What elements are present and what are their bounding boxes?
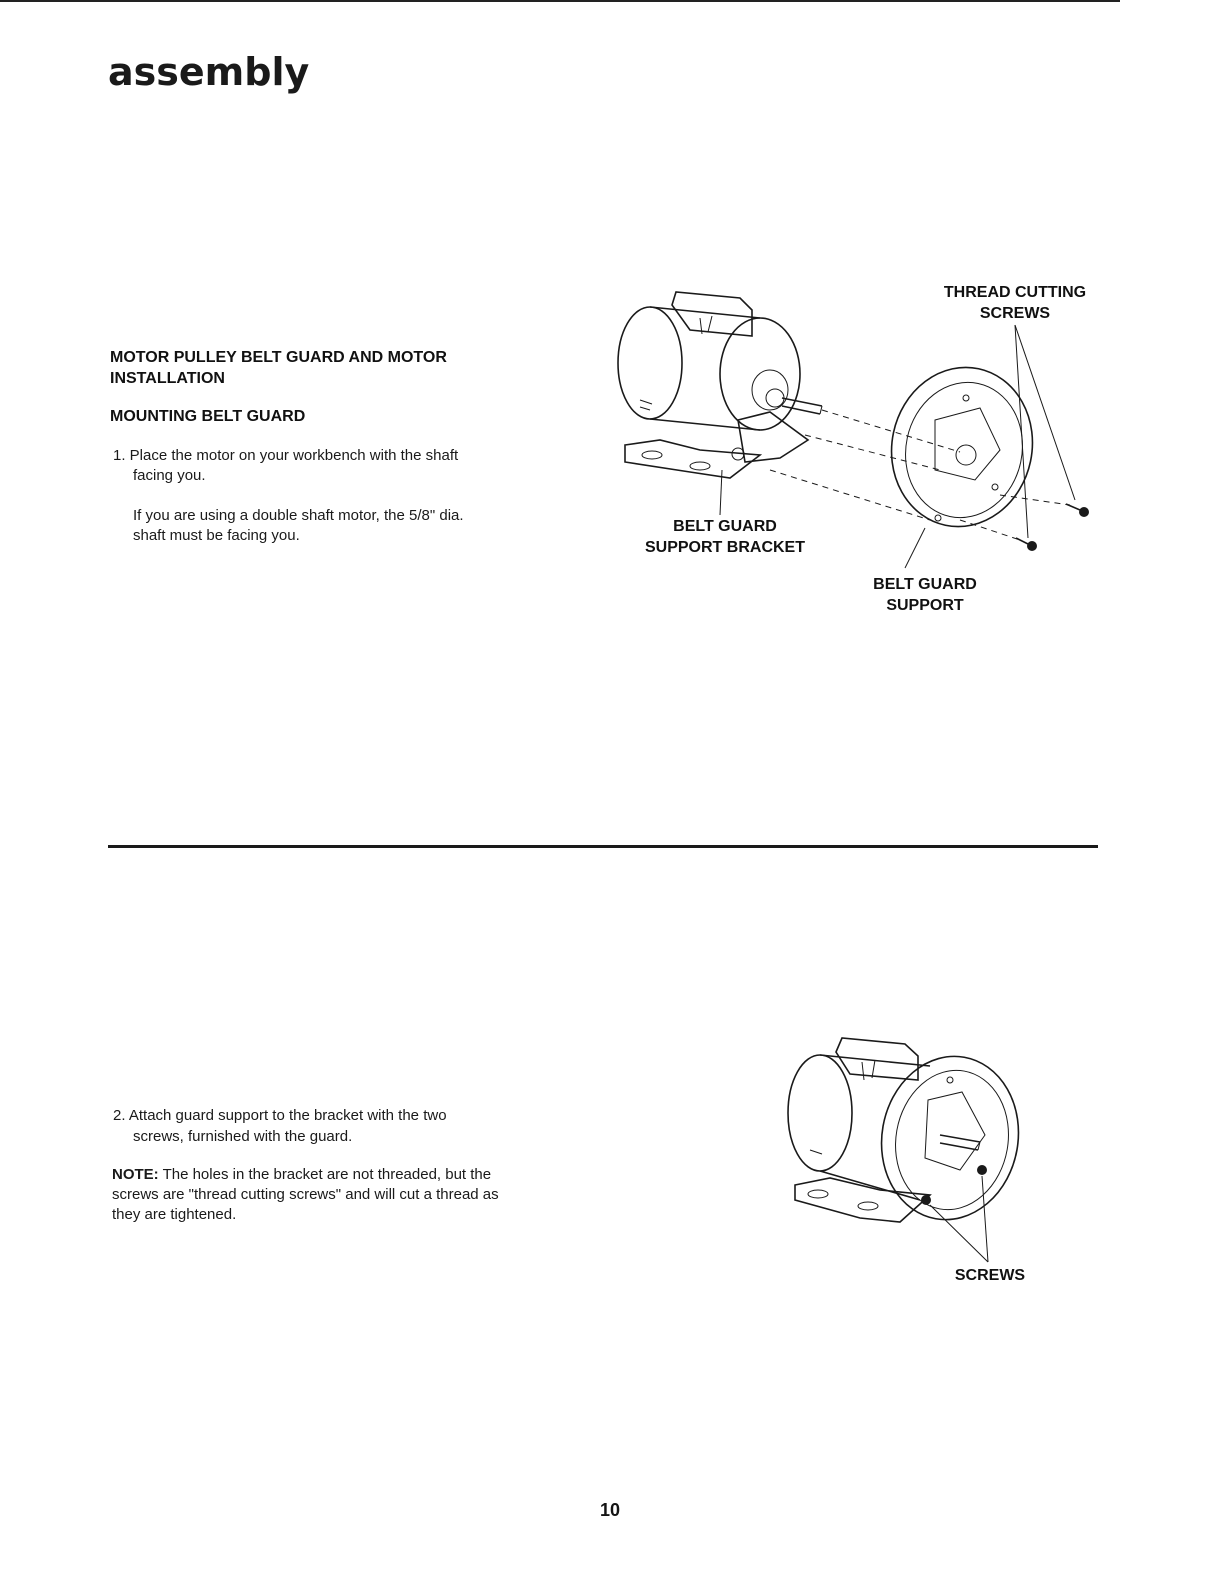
note-line2: screws are "thread cutting screws" and will cut a thread as [112, 1186, 499, 1203]
page-title: assembly [108, 50, 310, 94]
label-support-line2: SUPPORT [886, 597, 964, 614]
subheading: MOUNTING BELT GUARD [110, 408, 306, 425]
step2-line1: 2. Attach guard support to the bracket with the two [113, 1107, 447, 1124]
step1-note-line2: shaft must be facing you. [133, 527, 300, 544]
step1-note-line1: If you are using a double shaft motor, the 5/8" dia. [133, 507, 464, 524]
step1-line2: facing you. [133, 467, 206, 484]
label-bracket-line2: SUPPORT BRACKET [644, 539, 805, 556]
note-text: The holes in the bracket are not threaded, but the [158, 1166, 492, 1183]
section-heading-line1: MOTOR PULLEY BELT GUARD AND MOTOR [110, 349, 447, 366]
step2-line2: screws, furnished with the guard. [133, 1128, 353, 1145]
page-number: 10 [599, 1500, 621, 1520]
label-screws: SCREWS [954, 1267, 1026, 1284]
label-support-line1: BELT GUARD [873, 576, 977, 593]
section-heading-line2: INSTALLATION [110, 370, 225, 387]
note-label: NOTE: [112, 1166, 159, 1183]
step1-line1: 1. Place the motor on your workbench with the shaft [113, 447, 459, 464]
label-bracket-line1: BELT GUARD [673, 518, 777, 535]
label-thread-cutting-line2: SCREWS [979, 305, 1051, 322]
label-thread-cutting-line1: THREAD CUTTING [943, 284, 1087, 301]
note-line3: they are tightened. [112, 1206, 237, 1223]
